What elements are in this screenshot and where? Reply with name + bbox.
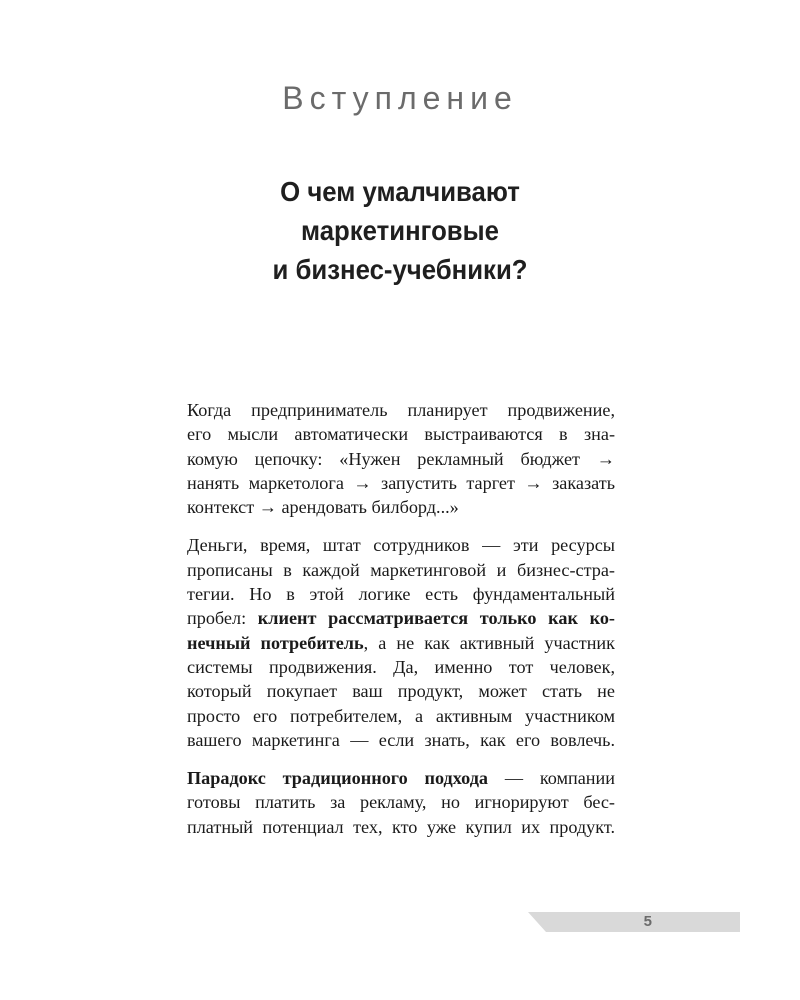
text-line (187, 606, 615, 630)
emphasis-text: Парадокс традиционного подхода (187, 768, 489, 789)
emphasis-text: клиент рассматривается только как ко- (257, 608, 615, 629)
text-line: тегии. Но в этой логике есть фундаментальный (187, 584, 615, 605)
text-fragment: пробел: (187, 608, 258, 629)
chapter-title-line: маркетинговые (301, 215, 499, 246)
text-line: комую цепочку: «Нужен рекламный бюджет → (187, 448, 615, 469)
text-line: Когда предприниматель планирует продвижение, (187, 400, 615, 420)
text-line: нанять маркетолога → запустить таргет → заказать (187, 472, 615, 493)
section-label: Вступление (282, 80, 518, 116)
text-line: который покупает ваш продукт, может стать не (187, 681, 615, 702)
text-line: системы продвижения. Да, именно тот человек, (187, 656, 615, 677)
text-line (187, 631, 615, 655)
text-line: его мысли автоматически выстраиваются в зна- (187, 424, 615, 445)
text-line: прописаны в каждой маркетинговой и бизнес-стра- (187, 559, 615, 580)
chapter-title-line: и бизнес-учебники? (272, 254, 528, 285)
text-line: платный потенциал тех, кто уже купил их продукт. (187, 816, 615, 837)
text-line: контекст → арендовать билборд...» (187, 497, 459, 518)
text-line (187, 766, 615, 790)
paragraph-1 (187, 398, 615, 519)
text-line: готовы платить за рекламу, но игнорируют бес- (187, 792, 615, 813)
paragraph-3 (187, 766, 615, 839)
body-text (187, 398, 615, 853)
text-line: вашего маркетинга — если знать, как его вовлечь. (187, 729, 615, 750)
page-number: 5 (643, 913, 652, 930)
chapter-title (32, 172, 768, 289)
chapter-title-line: О чем умалчивают (280, 176, 520, 207)
emphasis-text: нечный потребитель (187, 632, 364, 653)
text-fragment: , а не как активный участник (363, 632, 616, 653)
text-fragment: — компании (488, 768, 615, 789)
text-line: просто его потребителем, а активным участником (187, 705, 615, 726)
text-line: Деньги, время, штат сотрудников — эти ресурсы (187, 535, 615, 556)
paragraph-2 (187, 533, 615, 752)
